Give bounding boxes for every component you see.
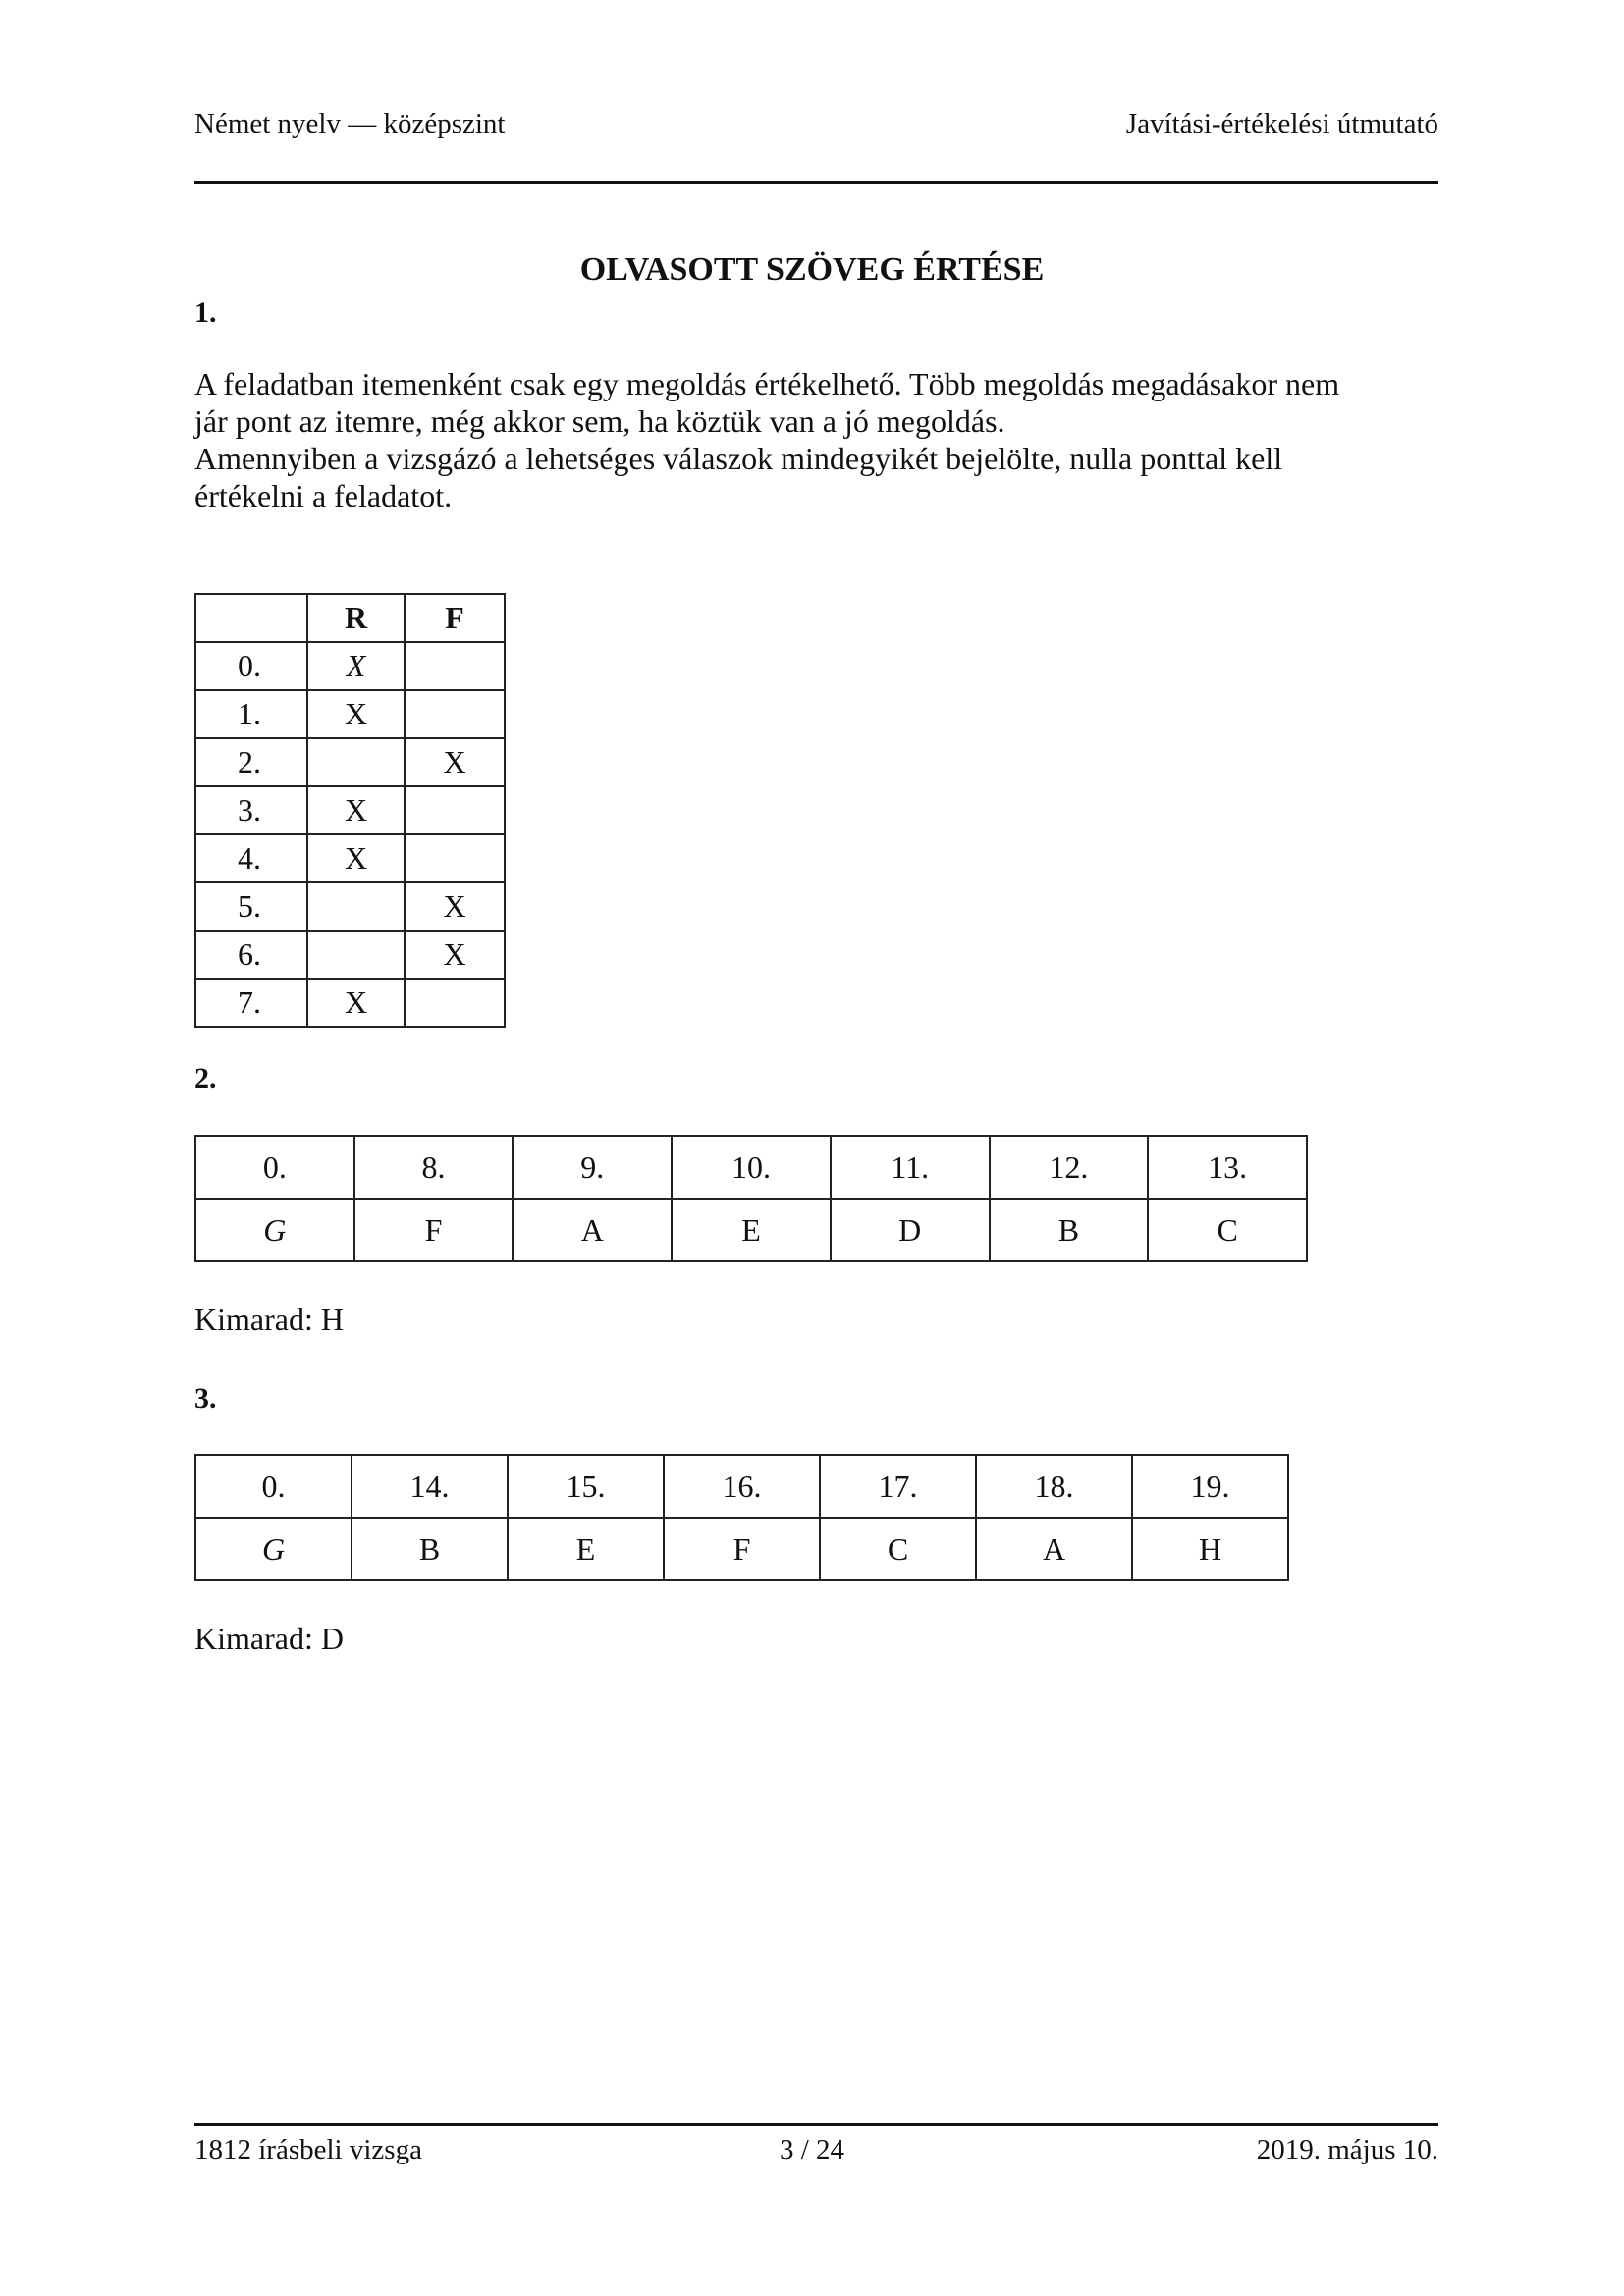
footer-rule <box>194 2123 1438 2126</box>
header-right: Javítási-értékelési útmutató <box>1125 108 1438 139</box>
r-cell: X <box>307 690 405 738</box>
table-row-answers <box>195 1199 1307 1261</box>
header-cell <box>195 594 307 642</box>
answer-cell: G <box>195 1518 352 1580</box>
item-cell: 13. <box>1148 1136 1307 1199</box>
section-3-number: 3. <box>194 1382 217 1415</box>
item-cell: 4. <box>195 834 307 882</box>
answer-cell: G <box>195 1199 354 1261</box>
matching-table-3 <box>194 1454 1289 1581</box>
table-header-row <box>195 594 505 642</box>
table-row-items <box>195 1455 1288 1518</box>
item-cell: 18. <box>976 1455 1132 1518</box>
answer-cell: B <box>352 1518 508 1580</box>
answer-cell: C <box>1148 1199 1307 1261</box>
item-cell: 11. <box>831 1136 990 1199</box>
item-cell: 7. <box>195 979 307 1027</box>
r-cell <box>307 738 405 786</box>
section-2-number: 2. <box>194 1062 217 1095</box>
answer-cell: C <box>820 1518 976 1580</box>
r-cell <box>307 931 405 979</box>
table-row <box>195 979 505 1027</box>
item-cell: 0. <box>195 1136 354 1199</box>
answer-cell: E <box>672 1199 831 1261</box>
header-cell: R <box>307 594 405 642</box>
footer-left: 1812 írásbeli vizsga <box>194 2134 422 2165</box>
item-cell: 17. <box>820 1455 976 1518</box>
answer-cell: A <box>513 1199 672 1261</box>
item-cell: 0. <box>195 642 307 690</box>
r-cell: X <box>307 786 405 834</box>
table-row-items <box>195 1136 1307 1199</box>
f-cell <box>405 786 505 834</box>
item-cell: 9. <box>513 1136 672 1199</box>
section-3-omitted: Kimarad: D <box>194 1621 344 1656</box>
item-cell: 6. <box>195 931 307 979</box>
f-cell: X <box>405 882 505 931</box>
item-cell: 0. <box>195 1455 352 1518</box>
instruction-line: A feladatban itemenként csak egy megoldás értékelhető. Több megoldás megadásakor nem <box>194 366 1340 401</box>
table-row <box>195 738 505 786</box>
table-row <box>195 931 505 979</box>
f-cell: X <box>405 931 505 979</box>
header-left: Német nyelv — középszint <box>194 108 506 139</box>
item-cell: 3. <box>195 786 307 834</box>
item-cell: 14. <box>352 1455 508 1518</box>
f-cell <box>405 642 505 690</box>
instruction-line: Amennyiben a vizsgázó a lehetséges válaszok mindegyikét bejelölte, nulla ponttal kell <box>194 441 1283 476</box>
matching-table-2 <box>194 1135 1308 1262</box>
table-row <box>195 834 505 882</box>
item-cell: 5. <box>195 882 307 931</box>
header-cell: F <box>405 594 505 642</box>
r-cell: X <box>307 834 405 882</box>
section-1-number: 1. <box>194 296 217 329</box>
item-cell: 2. <box>195 738 307 786</box>
r-cell: X <box>307 979 405 1027</box>
item-cell: 16. <box>664 1455 820 1518</box>
table-row-answers <box>195 1518 1288 1580</box>
f-cell <box>405 690 505 738</box>
footer-right: 2019. május 10. <box>1256 2134 1438 2165</box>
table-row <box>195 786 505 834</box>
item-cell: 15. <box>508 1455 664 1518</box>
footer-page-number: 3 / 24 <box>779 2134 845 2165</box>
r-cell <box>307 882 405 931</box>
f-cell: X <box>405 738 505 786</box>
page-title: OLVASOTT SZÖVEG ÉRTÉSE <box>579 251 1045 288</box>
answer-cell: H <box>1132 1518 1288 1580</box>
header-rule <box>194 181 1438 184</box>
table-row <box>195 882 505 931</box>
f-cell <box>405 979 505 1027</box>
item-cell: 12. <box>990 1136 1149 1199</box>
answer-cell: F <box>354 1199 514 1261</box>
item-cell: 8. <box>354 1136 514 1199</box>
item-cell: 10. <box>672 1136 831 1199</box>
answer-cell: B <box>990 1199 1149 1261</box>
instruction-line: jár pont az itemre, még akkor sem, ha köztük van a jó megoldás. <box>194 403 1005 439</box>
table-row <box>195 690 505 738</box>
f-cell <box>405 834 505 882</box>
section-1-instructions <box>194 365 1422 514</box>
r-cell: X <box>307 642 405 690</box>
item-cell: 1. <box>195 690 307 738</box>
instruction-line: értékelni a feladatot. <box>194 478 453 513</box>
true-false-answer-table <box>194 593 506 1028</box>
table-row <box>195 642 505 690</box>
answer-cell: F <box>664 1518 820 1580</box>
answer-cell: D <box>831 1199 990 1261</box>
item-cell: 19. <box>1132 1455 1288 1518</box>
section-2-omitted: Kimarad: H <box>194 1302 344 1337</box>
answer-cell: E <box>508 1518 664 1580</box>
answer-cell: A <box>976 1518 1132 1580</box>
